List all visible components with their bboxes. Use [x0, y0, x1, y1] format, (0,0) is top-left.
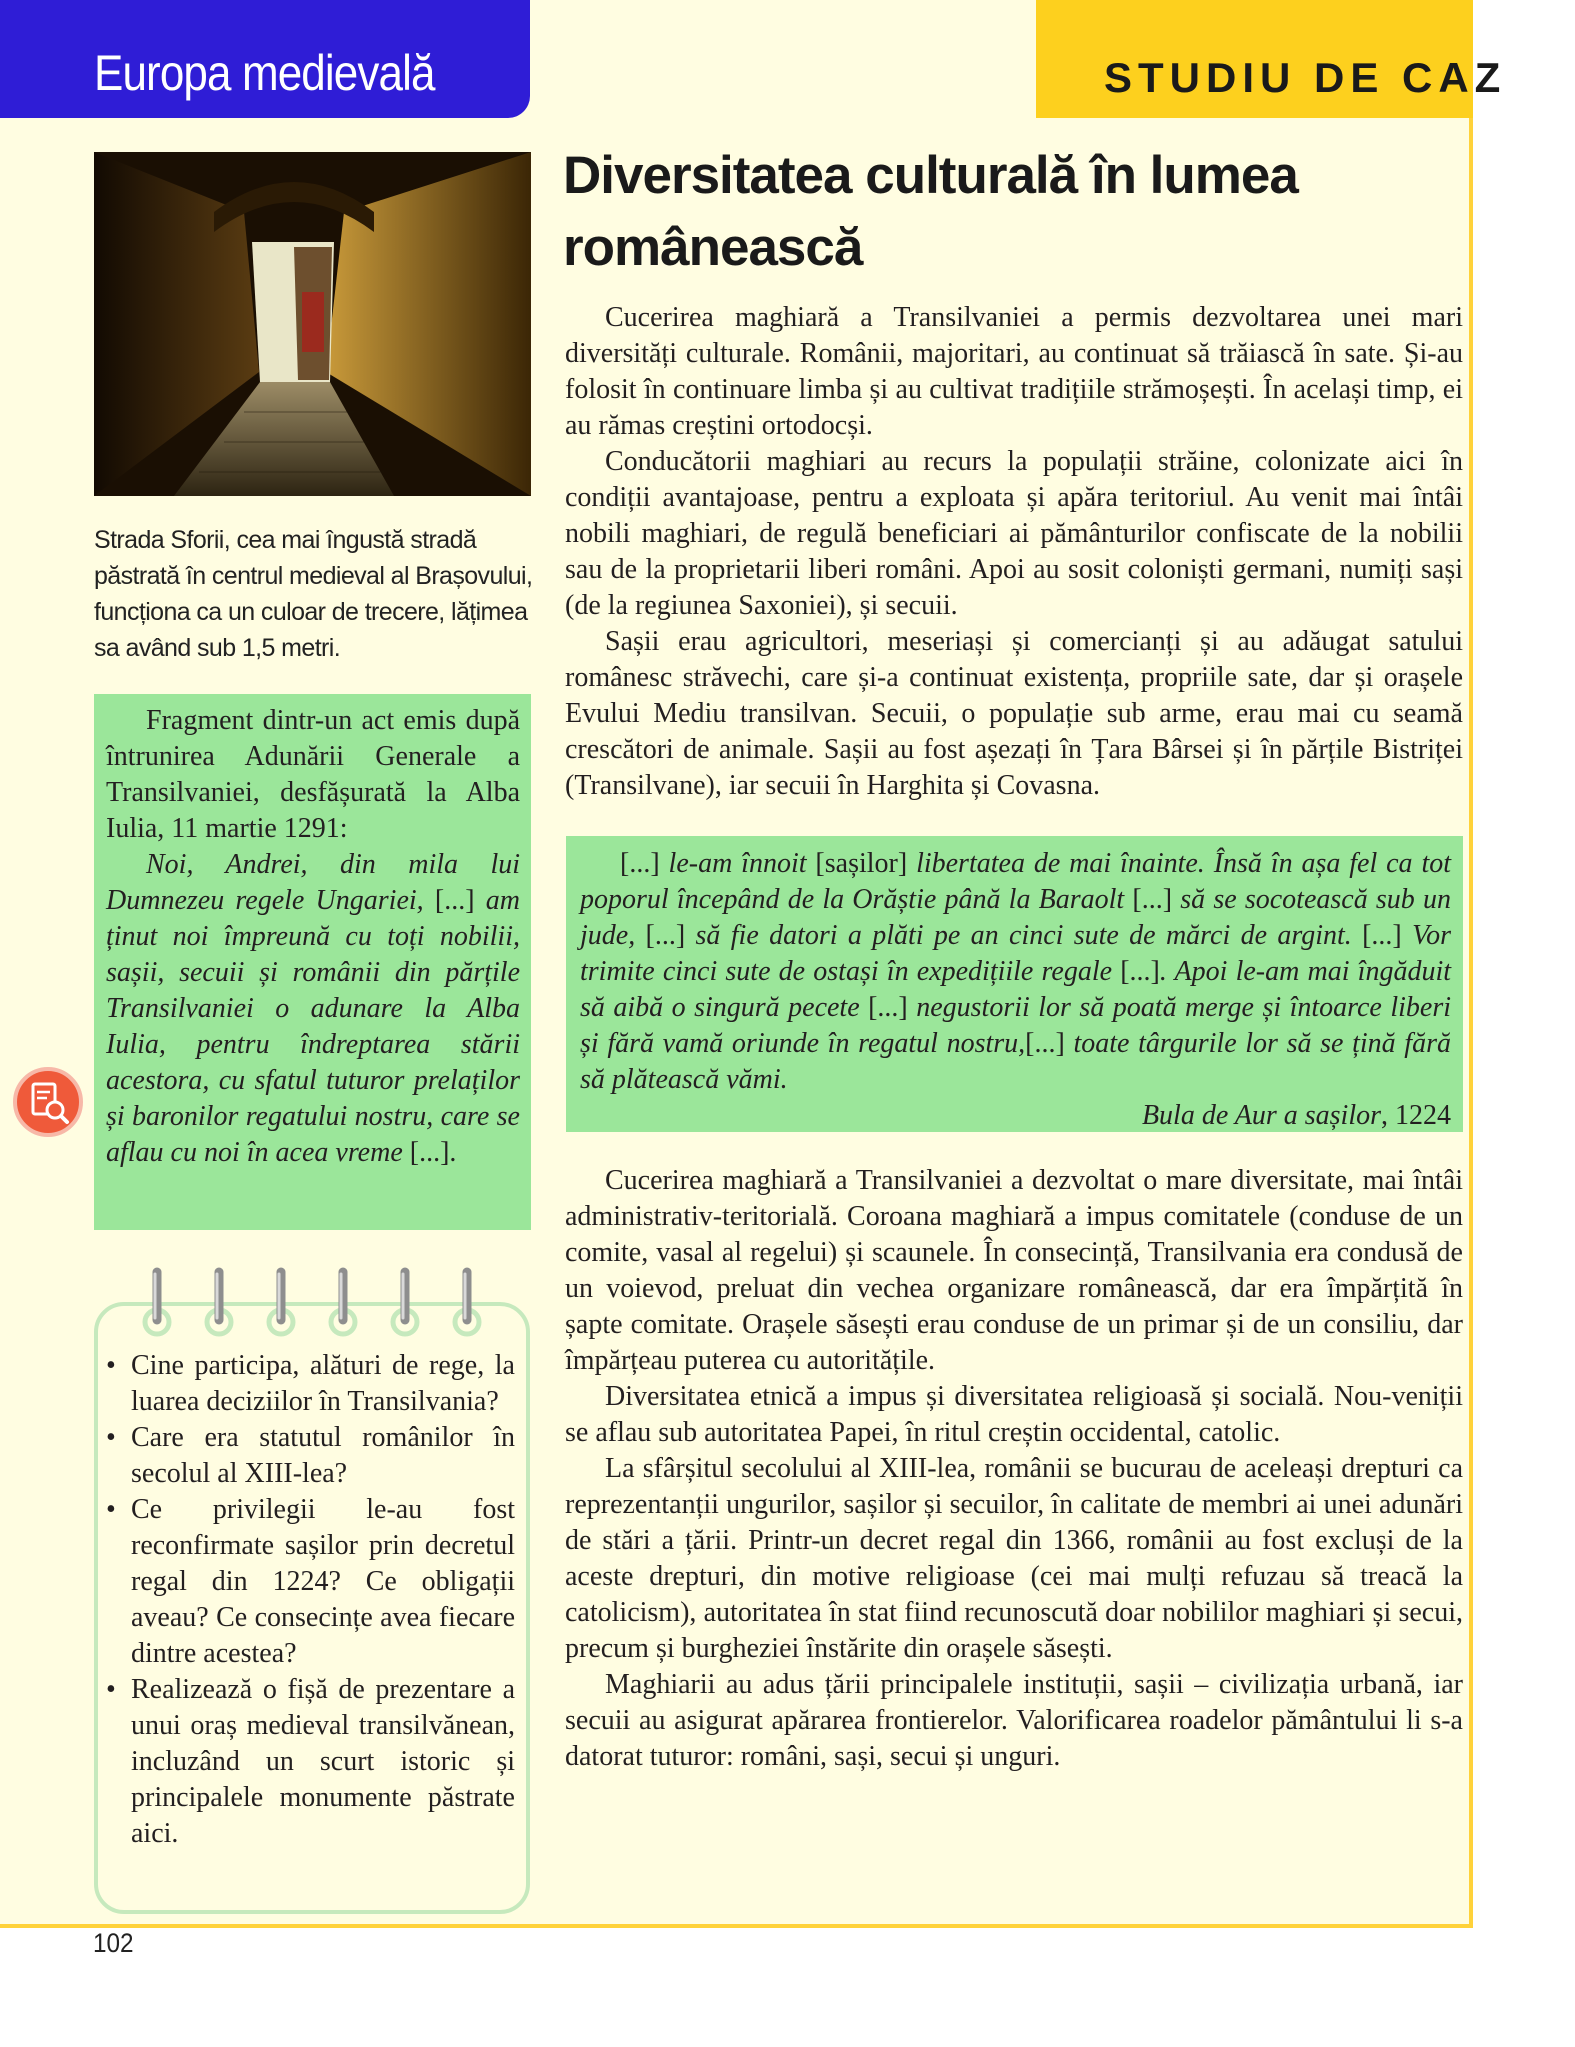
- question-item: • Realizează o fișă de prezentare a unui oraș medieval transilvănean, incluzând un scurt istoric și principalele monumente păstrate aici.: [103, 1672, 515, 1852]
- quote-text: Vor trimite cinci sute de ostași în expedițiile regale: [580, 920, 1451, 987]
- question-item: • Cine participa, alături de rege, la luarea deciziilor în Transilvania?: [103, 1348, 515, 1420]
- quote-source-year: , 1224: [1381, 1100, 1451, 1131]
- case-study-label: [1036, 0, 1507, 118]
- spiral-ring-icon: [269, 1272, 293, 1334]
- spiral-ring-icon: [455, 1272, 479, 1334]
- spiral-ring-icon: [393, 1272, 417, 1334]
- quote-ellipsis: [...]: [1362, 920, 1402, 951]
- source-quote-part-b: am ținut noi împreună cu toți nobilii, sașii, secuii și românii din părțile Transilvaniei o adunare la Alba Iulia, pentru îndreptarea stării acestora, cu sfatul tuturor prelaților și baronilor regatului nostru, care se aflau cu noi în acea vreme: [106, 885, 520, 1168]
- spiral-ring-icon: [145, 1272, 169, 1334]
- source-quote: [106, 847, 520, 1171]
- source-intro: Fragment dintr-un act emis după întrunirea Adunării Generale a Transilvaniei, desfășurată la Alba Iulia, 11 martie 1291:: [106, 705, 520, 844]
- spiral-ring-icon: [94, 1264, 534, 1344]
- article-title: Diversitatea culturală în lumea românească: [563, 146, 1298, 277]
- article-paragraph: Conducătorii maghiari au recurs la populații străine, colonizate aici în condiții avantajoase, pentru a exploata și apăra teritoriul. Au venit mai întâi nobili maghiari, de regulă beneficiari ai pământurilor confiscate de la nobilii sau de la proprietarii liberi români. Apoi au sosit coloniști germani, numiți sași (de la regiunea Saxoniei), și secuii.: [565, 446, 1463, 621]
- quote-text: toate târgurile lor să se țină fără să plătească vămi.: [580, 1028, 1451, 1095]
- question-item: • Ce privilegii le-au fost reconfirmate sașilor prin decretul regal din 1224? Ce obligații aveau? Ce consecințe avea fiecare dintre acestea?: [103, 1492, 515, 1672]
- question-item: • Care era statutul românilor în secolul al XIII-lea?: [103, 1420, 515, 1492]
- quote-ellipsis: [...]: [620, 848, 669, 879]
- quote-text: să fie datori a plăti pe an cinci sute de mărci de argint.: [685, 920, 1363, 951]
- quote-text: . Apoi le-am mai îngăduit să aibă o singură pecete: [580, 956, 1452, 1023]
- quote-text: negustorii lor să poată merge și întoarce liberi și fără vamă oriunde în regatul nostru,: [580, 992, 1451, 1059]
- alley-illustration: [94, 152, 531, 496]
- source-ellipsis-a: [...]: [434, 885, 475, 916]
- article-paragraph: La sfârșitul secolului al XIII-lea, românii se bucurau de aceleași drepturi ca reprezentanții ungurilor, sașilor și secuilor, în calitate de membri ai unei adunări de stări a țării. Printr-un decret regal din 1366, românii au fost excluși de la aceste drepturi, din motive religioase (cei mai mulți refuzau să treacă la catolicism), autoritatea în stat fiind recunoscută doar nobililor maghiari și secui, precum și burgheziei înstărite din orașele săsești.: [565, 1453, 1463, 1664]
- quote-ellipsis: [...]: [645, 920, 686, 951]
- quote-ellipsis: [...]: [1132, 884, 1173, 915]
- quote-bracket-note: [sașilor]: [815, 848, 908, 879]
- spiral-ring-icon: [331, 1272, 355, 1334]
- street-photo: [94, 152, 531, 496]
- source-ellipsis-b: [...].: [409, 1137, 457, 1168]
- article-paragraph: Maghiarii au adus țării principalele instituții, sașii – civilizația urbană, iar secuii au asigurat apărarea frontierelor. Valorificarea roadelor pământului li s-a datorat tuturor: români, sași, secui și unguri.: [565, 1669, 1463, 1772]
- quote-text: să se socotească sub un jude,: [580, 884, 1451, 951]
- case-study-label-text: STUDIU DE CAZ: [1104, 54, 1507, 101]
- spiral-ring-icon: [207, 1272, 231, 1334]
- historical-source-box: [94, 694, 531, 1230]
- article-paragraph: Cucerirea maghiară a Transilvaniei a dezvoltat o mare diversitate, mai întâi administrativ-teritorială. Coroana maghiară a impus comitatele (conduse de un comite, vasal al regelui) și scaunele. În consecință, Transilvania era condusă de un voievod, preluat din vechea organizare românească, dar era împărțită în șapte comitate. Orașele săsești erau conduse de un primar și de un consiliu, dar împărțeau puterea cu autoritățile.: [565, 1165, 1463, 1376]
- quote-attribution: [580, 1098, 1451, 1134]
- article-paragraph: Cucerirea maghiară a Transilvaniei a permis dezvoltarea unei mari diversități culturale. Românii, majoritari, au continuat să trăiască în sate. Și-au folosit în continuare limba și au cultivat tradițiile strămoșești. În același timp, ei au rămas creștini ortodocși.: [565, 302, 1463, 441]
- article-text-bottom: [565, 1163, 1463, 1775]
- article-paragraph: Diversitatea etnică a impus și diversitatea religioasă și socială. Nou-veniții se aflau sub autoritatea Papei, în ritul creștin occidental, catolic.: [565, 1381, 1463, 1448]
- article-paragraph: Sașii erau agricultori, meseriași și comercianți și au adăugat satului românesc străvechi, care și-a continuat existența, propriile sate, dar și orașele Evului Mediu transilvan. Secuii, o populație sub arme, erau mai cu seamă crescători de animale. Sașii au fost așezați în Țara Bârsei și în părțile Bistriței (Transilvane), iar secuii în Harghita și Covasna.: [565, 626, 1463, 801]
- source-quote-part-a: Noi, Andrei, din mila lui Dumnezeu regele Ungariei,: [106, 849, 520, 916]
- quote-ellipsis: [...]: [868, 992, 908, 1023]
- quote-text: libertatea de mai înainte. Însă în așa fel ca tot poporul începând de la Orăștie până la Baraolt: [580, 848, 1452, 915]
- document-search-icon: [10, 1064, 86, 1140]
- golden-bull-quote: [580, 846, 1451, 1098]
- article-text-top: [565, 300, 1463, 804]
- quote-source-title: Bula de Aur a sașilor: [1141, 1100, 1381, 1131]
- quote-text: le-am înnoit: [668, 848, 816, 879]
- photo-caption: Strada Sforii, cea mai îngustă stradă păstrată în centrul medieval al Brașovului, funcționa ca un culoar de trecere, lățimea sa având sub 1,5 metri.: [94, 526, 533, 662]
- chapter-title: Europa medievală: [94, 45, 435, 101]
- chapter-tab: [0, 0, 530, 118]
- quote-ellipsis: [...]: [1025, 1028, 1065, 1059]
- questions-list: [103, 1348, 515, 1852]
- page-number: 102: [93, 1928, 134, 1958]
- quote-ellipsis: [...]: [1120, 956, 1160, 987]
- golden-bull-quote-box: [566, 836, 1463, 1132]
